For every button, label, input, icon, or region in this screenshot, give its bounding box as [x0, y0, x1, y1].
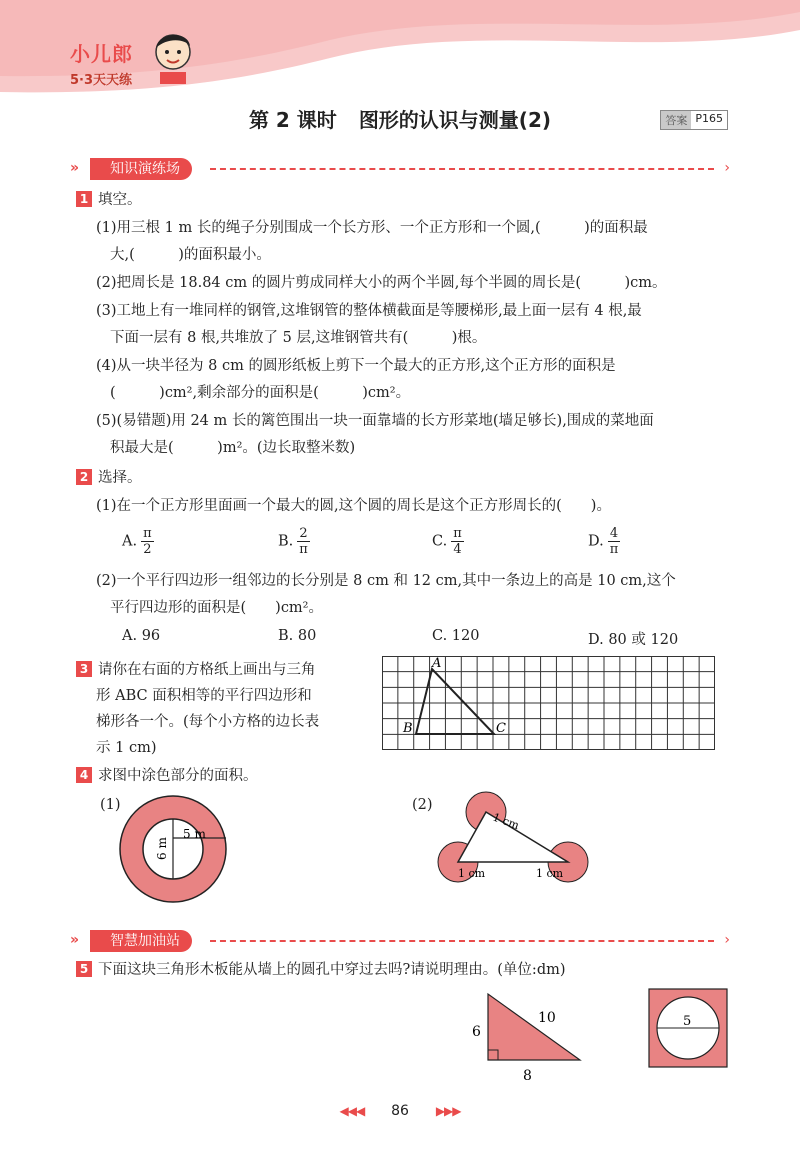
- q1-part4: (4)从一块半径为 8 cm 的圆形纸板上剪下一个最大的正方形,这个正方形的面积是: [96, 358, 616, 374]
- q1-part5: (5)(易错题)用 24 m 长的篱笆围出一块一面靠墙的长方形菜地(墙足够长),围成的菜地面: [96, 413, 654, 429]
- side-label-6: 6: [472, 1024, 481, 1040]
- triangle-circles-figure: [432, 788, 602, 888]
- vertex-label-c: C: [496, 721, 506, 736]
- q2-part1: (1)在一个正方形里面画一个最大的圆,这个圆的周长是这个正方形周长的( )。: [96, 498, 611, 514]
- q1-part3: (3)工地上有一堆同样的钢管,这堆钢管的整体横截面是等腰梯形,最上面一层有 4 根,最: [96, 303, 642, 319]
- q2-option2-a: A. 96: [122, 628, 161, 644]
- section-title: 智慧加油站: [90, 930, 192, 952]
- radius-label-left: 1 cm: [458, 867, 486, 880]
- page-number: 86: [391, 1103, 409, 1119]
- section-bar-practice: [70, 158, 730, 180]
- right-arrows-icon: ▶▶▶: [435, 1104, 461, 1118]
- q3-line4: 示 1 cm): [96, 740, 157, 756]
- question-number: 4: [76, 767, 92, 783]
- q2-option2-d: D. 80 或 120: [588, 632, 679, 648]
- answer-key-ref: [660, 110, 728, 130]
- radius-label-right: 1 cm: [536, 867, 564, 880]
- q1-part1-cont: 大,( )的面积最小。: [110, 247, 271, 263]
- brand-name: 小儿郎: [70, 42, 133, 66]
- q1-part5-cont: 积最大是( )m²。(边长取整米数): [110, 440, 356, 456]
- section-title: 知识演练场: [90, 158, 192, 180]
- question-number: 1: [76, 191, 92, 207]
- q2-part2: (2)一个平行四边形一组邻边的长分别是 8 cm 和 12 cm,其中一条边上的高是 10 cm,这个: [96, 573, 676, 589]
- q4-stem: 4 求图中涂色部分的面积。: [76, 766, 258, 786]
- q4-fig2-label: (2): [412, 797, 433, 813]
- q5-stem: 5 下面这块三角形木板能从墙上的圆孔中穿过去吗?请说明理由。(单位:dm): [76, 960, 566, 980]
- brand-series: 5·3天天练: [70, 73, 133, 88]
- question-number: 3: [76, 661, 92, 677]
- section-bar-challenge: [70, 930, 730, 952]
- q3-line1: 3 请你在右面的方格纸上画出与三角: [76, 660, 316, 680]
- outer-radius-label: 5 m: [183, 827, 206, 841]
- q1-part1: (1)用三根 1 m 长的绳子分别围成一个长方形、一个正方形和一个圆,( )的面积最: [96, 220, 648, 236]
- section-arrow-icon: »: [70, 932, 80, 948]
- grid-paper[interactable]: [382, 656, 715, 750]
- answer-key-page: P165: [695, 112, 723, 125]
- question-number: 5: [76, 961, 92, 977]
- inner-diameter-label: 6 m: [155, 837, 169, 860]
- right-triangle-board: [466, 988, 596, 1088]
- q1-part4-cont: ( )cm²,剩余部分的面积是( )cm²。: [110, 385, 411, 401]
- annulus-figure: [118, 794, 228, 904]
- side-label-8: 8: [523, 1068, 532, 1084]
- hole-diameter-label: 5: [683, 1014, 692, 1029]
- q2-option2-b: B. 80: [278, 628, 317, 644]
- q3-line2: 形 ABC 面积相等的平行四边形和: [96, 688, 312, 704]
- q1-part2: (2)把周长是 18.84 cm 的圆片剪成同样大小的两个半圆,每个半圆的周长是( )cm。: [96, 275, 667, 291]
- left-arrows-icon: ◀◀◀: [339, 1104, 365, 1118]
- q1-part3-cont: 下面一层有 8 根,共堆放了 5 层,这堆钢管共有( )根。: [110, 330, 487, 346]
- q2-stem: 2 选择。: [76, 468, 142, 488]
- page-footer: [0, 1103, 800, 1119]
- brand-logo: [70, 38, 133, 88]
- q2-option-c: C. $\frac{\pi}{4}$: [432, 526, 462, 557]
- answer-key-label: 答案: [661, 111, 691, 129]
- mascot-icon: [150, 28, 196, 84]
- q2-option-d: D. $\frac{4}{\pi}$: [588, 526, 619, 557]
- q2-option-a: A. $\frac{\pi}{2}$: [122, 526, 152, 557]
- vertex-label-a: A: [432, 656, 442, 671]
- chevron-right-icon: ›: [724, 160, 730, 176]
- q3-line3: 梯形各一个。(每个小方格的边长表: [96, 714, 320, 730]
- side-label-10: 10: [538, 1010, 556, 1026]
- lesson-title: 图形的认识与测量(2): [358, 108, 552, 132]
- section-arrow-icon: »: [70, 160, 80, 176]
- question-number: 2: [76, 469, 92, 485]
- lesson-number: 第 2 课时: [248, 108, 337, 132]
- q2-option-b: B. $\frac{2}{\pi}$: [278, 526, 308, 557]
- chevron-right-icon: ›: [724, 932, 730, 948]
- wall-hole-figure: [648, 988, 728, 1068]
- q2-option2-c: C. 120: [432, 628, 480, 644]
- triangle-abc: [416, 669, 494, 734]
- q2-part2-cont: 平行四边形的面积是( )cm²。: [110, 600, 323, 616]
- q4-fig1-label: (1): [100, 797, 121, 813]
- radius-label-top: 1 cm: [490, 810, 521, 833]
- vertex-label-b: B: [403, 721, 413, 736]
- q1-stem: 1 填空。: [76, 190, 142, 210]
